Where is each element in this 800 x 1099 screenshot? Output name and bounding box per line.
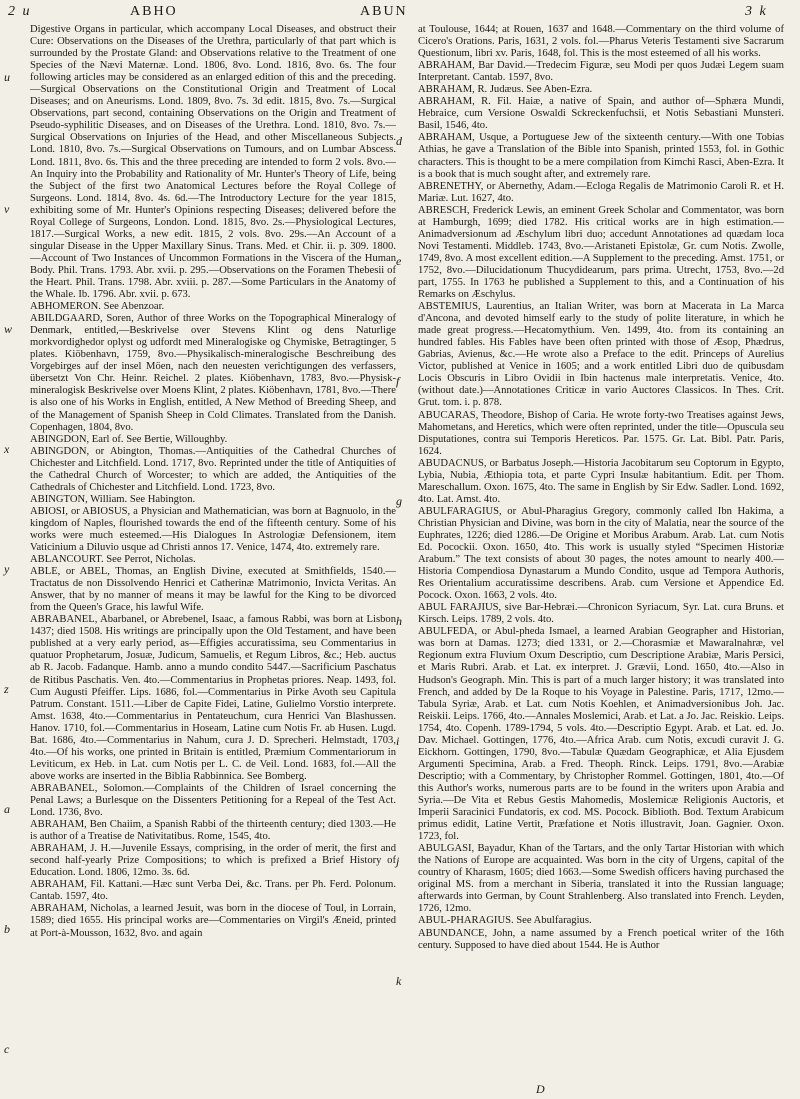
margin-letter: a (4, 802, 10, 816)
left-column (22, 24, 396, 1094)
margin-letter: g (396, 494, 402, 508)
entry: ABUDACNUS, or Barbatus Joseph.—Historia Jacobitarum seu Coptorum in Egypto, Lybia, Nubia, Æthiopia tota, et parte Cypri Insulæ habitantium. Edit. per Thom. Mareschallum. Oxon. 1675, 4to. The same in English by Sir Edw. Sadler. Lond. 1692, 4to. Lat. Amst. 4to. (418, 457, 784, 505)
entry: ABRABANEL, Abarbanel, or Abrebenel, Isaac, a famous Rabbi, was born at Lisbon 1437; died 1508. His writings are principally upon the Old Testament, and have been published at a very early period, as—Effigies accuratissima, seu Commentarius in quatuor Prophetarum, Josuæ, Judicum, Samuelis, et Regum Libros, &c.; Heb. auctus ab R. Jacob. Fadanque. Hamb. anno a mundo condito 5447.—Sacrificium Paschatus de Ritibus Paschatis. Ven. 4to.—Commentarius in Prophetas priores. Neap. 1493, fol. Cum Augusti Pfeiffer. Lips. 1686, fol.—Commentarius in Pirke Avoth seu Capitula Patrum. Constant. 1511.—Liber de Capite Fidei, Latine, Gulielmo Vorstio interprete. Amst. 1638, 4to.—Commentarius in Pentateuchum, cura Henrici Van Blashussen. Hanov. 1710, fol.—Commentarius in Hoseam, Latine cum Notis Fr. ab Husen. Lugd. Bat. 1686, 4to.—Commentarius in Nahum, cura J. D. Sprecheri. Helmstadt, 1703, 4to.—Of his works, one printed in Britain is entitled, Præmium Commentariorum in Leviticum, ex Heb. in Lat. cum Notis per L. C. de Veil. Lond. 1683, fol.—All the above works are inserted in the Biblia Rabbinnica. See Bomberg. (30, 614, 396, 782)
margin-letter: u (4, 70, 10, 84)
margin-letter: h (396, 614, 402, 628)
entry: ABIOSI, or ABIOSUS, a Physician and Mathematician, was born at Bagnuolo, in the kingdom of Naples, flourished towards the end of the fifteenth century. Some of his works were much esteemed.—His Dialogues In Astrologiæ Defensionem, item Vaticinium a Diluvio usque ad Christi annos 17. Venice, 1474, 4to. extremely rare. (30, 505, 396, 554)
entry: ABRAHAM, J. H.—Juvenile Essays, comprising, in the order of merit, the first and second half-yearly Prize Compositions; to which is prefixed a Brief History of Education. Lond. 1806, 12mo. 3s. 6d. (30, 843, 396, 879)
page-folio: 2 u (8, 4, 32, 19)
entry: at Toulouse, 1644; at Rouen, 1637 and 1648.—Commentary on the third volume of Cicero's Orations. Paris, 1631, 2 vols. fol.—Pharus Veteris Testamenti sive Sacrarum Questionum, libri xv. Paris, 1648, fol. This is the most esteemed of all his works. (418, 24, 784, 60)
entry: ABUCARAS, Theodore, Bishop of Caria. He wrote forty-two Treatises against Jews, Mahometans, and Heretics, which were often reprinted, under the title—Opuscula seu Disputationes, contra sui Temporis Hereticos. Par. 1575. Gr. Lat. Bibl. Patr. Paris, 1624. (418, 409, 784, 457)
entry: ABRAHAM, Bar David.—Tredecim Figuræ, seu Modi per quos Judæi Legem suam Interpretant. Cantab. 1597, 8vo. (418, 60, 784, 84)
margin-letter: z (4, 682, 9, 696)
margin-letter: i (396, 734, 400, 748)
gutter-margin-letters (394, 0, 408, 1099)
right-column (410, 24, 784, 1094)
entry: ABUL-PHARAGIUS. See Abulfaragius. (418, 915, 592, 927)
entry: ABRENETHY, or Abernethy, Adam.—Ecloga Regalis de Matrimonio Caroli R. et H. Mariæ. Lut. 1627, 4to. (418, 180, 784, 204)
entry: ABULFARAGIUS, or Abul-Pharagius Gregory, commonly called Ibn Hakima, a Christian Physician and Divine, was born in the city of Malatia, near the source of the Euphrates, 1226; died 1286.—De Origine et Moribus Arabum. Arab. Lat. cum Notis Ed. Pocockii. Oxon. 1650, 4to. This work is usually styled “Specimen Historiæ Arabum.” The text consists of about 30 pages, the notes amount to nearly 400.—Historia Compendiosa Dynastarum a Mundo Condito, usque ad Tempora Authoris, Res Orientalium accuratissime describens. Arab. cum Versione et Appendice Ed. Pocock. Oxon. 1663, 2 vols. 4to. (418, 505, 784, 602)
margin-letter: k (396, 974, 402, 988)
entry: ABULFEDA, or Abul-pheda Ismael, a learned Arabian Geographer and Historian, was born at Damas. 1273; died 1331, or 2.—Chorasmiæ et Mawaralnahræ, vel Regionum extra Fluvium Oxum Descriptio, cum Descriptione Arabiæ, Maris Persici, et Maris Rubri. Arab. et Lat. ex interpret. J. Grævii, Lond. 1650, 4to.—Also in Hudson's Geograph. Min. This is part of a much larger history; it was translated into French, and added by De la Roque to his Voyage in Palestine. Paris, 1717, 12mo.—Tabula Syriæ, Arab. et Lat. cum Notis Koehlen, et Animadversionibus Joh. Jac. Reiskii. Leips. 1766, 4to.—Annales Moslemici, Arab. et Lat. a Jo. Jac. Reiskio. Leips. 1754, 4to. Copenh. 1789-1794, 5 vols. 4to.—Descriptio Egypt. Arab. et Lat. ed. Jo. Dav. Michael. Gottingen, 1776, 4to.—Africa Arab. cum Notis, excudi curavit J. G. Eickhorn. Gottingen, 1790, 8vo.—Tabulæ Quædam Geographicæ, et Alia Ejusdem Argumenti Specimina, Arab. a Fred. Theoph. Rinck. Leips. 1791, 8vo.—Arabiæ Descriptio; with a Commentary, by Christopher Rommel. Gottingen, 1801, 4to.—Of this Author's works, numerous parts are to be found in the writers upon Arabia and Syria.—De Vita et Rebus Gestis Mahomedis, Moslemicæ Religionis Auctoris, et Imperii Saracinici Fundatoris, ex cod. MS. Pocock. Biblioth. Bod. Textum Arabicum primus edidit, Latine Vertit, Præfatione et Notis illustravit, Joan. Gagnier. Oxon. 1723, fol. (418, 626, 784, 843)
margin-letter: f (396, 374, 400, 388)
entry: ABSTEMIUS, Laurentius, an Italian Writer, was born at Macerata in La Marca d'Ancona, and devoted himself early to the study of polite literature, in which he made great progress.—Hecatomythium. Ven. 1499, 4to. from its containing an hundred fables. His Fables have been often printed with those of Æsop, Phædrus, Gabrias, Avienus, &c.—He wrote also a Preface to the edit. Princeps of Aurelius Victor, published at Venice in 1605; and a work entitled Libri duo de quibusdam Locis Obscuris in Libro Ovidii in Ibin hactenus male interpretatis. Venice, 4to. (without date.)—Annotationes Criticæ in vario Auctores Classicos. In Thes. Crit. Grut. tom. i. p. 878. (418, 301, 784, 409)
margin-letter: b (4, 922, 10, 936)
entry: ABRAHAM, Nicholas, a learned Jesuit, was born in the diocese of Toul, in Lorrain, 1589; died 1655. His principal works are—Commentaries on Virgil's Æneid, printed at Port-à-Mousson, 1632, 8vo. and again (30, 903, 396, 939)
entry: ABULGASI, Bayadur, Khan of the Tartars, and the only Tartar Historian with which the Nations of Europe are acquainted. Was born in the city of Urgens, capital of the country of Kharasm, 1605; died 1663.—Some Swedish officers having purchased the original MS. from a merchant in Siberia, translated it into the Russian language; afterwards into German, by Count Strahlenberg. Also translated into French. Leyden, 1726, 12mo. (418, 843, 784, 915)
margin-letter: v (4, 202, 10, 216)
entry: ABINGDON, Earl of. See Bertie, Willoughby. (30, 433, 228, 445)
margin-letter: y (4, 562, 10, 576)
entry: ABRABANEL, Solomon.—Complaints of the Children of Israel concerning the Penal Laws; a Burlesque on the Dissenters Petitioning for a Repeal of the Test Act. Lond. 1736, 8vo. (30, 782, 396, 819)
entry: ABLANCOURT. See Perrot, Nicholas. (30, 554, 196, 566)
margin-letter: e (396, 254, 402, 268)
entry: ABRAHAM, Fil. Kattani.—Hæc sunt Verba Dei, &c. Trans. per Ph. Ferd. Polonum. Cantab. 1597, 4to. (30, 879, 396, 903)
running-title-right: ABUN (360, 4, 408, 19)
margin-letter: d (396, 134, 402, 148)
entry: ABHOMERON. See Abenzoar. (30, 301, 165, 313)
entry: ABRESCH, Frederick Lewis, an eminent Greek Scholar and Commentator, was born at Hamburgh, 1699; died 1782. His critical works are in high estimation.—Animadversionum ad Æschylum libri duo; accedunt Annotationes ad quædam loca Novi Testamenti. Middleb. 1743, 8vo.—Aristaneti Epistolæ, Gr. cum Notis. Zwolle, 1749, 8vo. A most excellent edition.—A Supplement to the preceding. Amst. 1751, or 1752, 8vo.—Dilucidationum Thucydidearum, pars prima. Utrecht, 1753, 8vo.—2d part, 1755. In 1763 he published a Supplement to this, and a Continuation of his Remarks on Æschylus. (418, 204, 784, 301)
margin-letter: w (4, 322, 13, 336)
entry: ABRAHAM, R. Fil. Haiæ, a native of Spain, and author of—Sphæra Mundi, Hebraice, cum Versione Oswaldi Sckreckenfuchsii, et Notis Sebastiani Munsteri. Basil, 1546, 4to. (418, 96, 784, 132)
entry: ABUNDANCE, John, a name assumed by a French poetical writer of the 16th century. Supposed to have died about 1544. He is Author (418, 927, 784, 951)
margin-letter: x (4, 442, 10, 456)
left-margin-letters (0, 0, 18, 1099)
entry: ABINGTON, William. See Habington. (30, 493, 196, 505)
entry: ABUL FARAJIUS, sive Bar-Hebræi.—Chronicon Syriacum, Syr. Lat. cura Bruns. et Kirsch. Leips. 1789, 2 vols. 4to. (418, 602, 784, 626)
entry: Digestive Organs in particular, which accompany Local Diseases, and obstruct their Cure: Observations on the Diseases of the Urethra, particularly of that part which is surrounded by the Prostate Gland: and Observations relative to the Treatment of one Species of the Nævi Maternæ. Lond. 1806, 8vo. Lond. 1816, 8vo. 6s. The four following articles may be considered as an enlarged edition of this and the preceding.—Surgical Observations on the Constitutional Origin and Treatment of Local Diseases; and on Aneurisms. Lond. 1809, 8vo. 7s. 3d edit. 1815, 8vo. 7s.—Surgical Observations, part second, containing Observations on the Origin and Treatment of Pseudo-syphilitic Diseases, and on Diseases of the Urethra. Lond. 1810, 8vo. 7s.—Surgical Observations on Injuries of the Head, and other Miscellaneous Subjects. Lond. 1810, 8vo. 7s.—Surgical Observations on Tumours, and on Lumbar Abscess. Lond. 1811, 8vo. 6s. This and the three preceding are intended to form 2 vols. 8vo.—An Inquiry into the Probability and Rationality of Mr. Hunter's Theory of Life, being the Subject of the first two Anatomical Lectures before the Royal College of Surgeons. Lond. 1814, 8vo. 4s. 6d.—The Introductory Lecture for the year 1815, exhibiting some of Mr. Hunter's Opinions respecting Diseases; delivered before the Royal College of Surgeons, London. Lond. 1815, 8vo. 2s.—Physiological Lectures, 1817.—Surgical Works, a new edit. 1815, 2 vols. 8vo. 29s.—An Account of a singular Disease in the Upper Maxillary Sinus. Trans. Med. et Chir. ii. p. 309. 1800.—Account of Two Instances of Uncommon Formations in the Viscera of the Human Body. Phil. Trans. 1793. Abr. xvii. p. 295.—Observations on the Foramen Thebesii of the Heart. Phil. Trans. 1798. Abr. xviii. p. 287.—Some Particulars in the Anatomy of the Whale. Ib. 1796. Abr. xvii. p. 673. (30, 24, 396, 301)
entry: ABLE, or ABEL, Thomas, an English Divine, executed at Smithfields, 1540.—Tractatus de non Dissolvendo Henrici et Catherinæ Matrimonio, Invicta Veritas. An Answer, that by no manner of means it may be lawful for the King to be divorced from the Queen's Grace, his lawful Wife. (30, 566, 396, 614)
entry: ABINGDON, or Abington, Thomas.—Antiquities of the Cathedral Churches of Chichester and Litchfield. Lond. 1717, 8vo. Reprinted under the title of Antiquities of the Cathedral Church of Worcester; to which are added, the Antiquities of the Cathedrals of Chichester and Litchfield. Lond. 1723, 8vo. (30, 445, 396, 493)
entry: ABRAHAM, Ben Chaiim, a Spanish Rabbi of the thirteenth century; died 1303.—He is author of a Treatise de Nativitatibus. Rome, 1545, 4to. (30, 819, 396, 843)
entry: ABRAHAM, R. Judæus. See Aben-Ezra. (418, 84, 593, 96)
margin-letter: c (4, 1042, 10, 1056)
entry: ABRAHAM, Usque, a Portuguese Jew of the sixteenth century.—With one Tobias Athias, he gave a Translation of the Bible into Spanish, printed 1553, fol. in Gothic characters. This is thought to be a mere compilation from Kimchi Rasci, Aben-Ezra. It is a book that is much sought after, and extremely rare. (418, 132, 784, 180)
entry: ABILDGAARD, Soren, Author of three Works on the Topographical Mineralogy of Denmark, entitled,—Beskrivelse over Stevens Klint og dens Naturlige morkvordighedor oplyst og udfordt med Mineralogiske og Chymiske, Betragtinger, 5 plates. Kiöbenhavn, 1759, 8vo.—Physikalisch-mineralogische Beschreibung des Vorgebirges auf der insel Möen, nach den neuesten verichtigungen des verfassers, übersetzt Von Chr. Heinr. Reichel. 2 plates. Kiöbenhavn, 1783, 8vo.—Physisk-mineralogisk Beskrivelse over Moens Klint, 2 plates. Kiöbenhavn, 1781, 8vo.—There is also one of his Works in English, entitled, A New Method of Breeding Sheep, and of the Management of Spanish Sheep in Cold Climates. Translated from the Danish. Copenhagen, 1804, 8vo. (30, 313, 396, 433)
margin-letter: j (396, 854, 400, 868)
running-title-left: ABHO (130, 4, 178, 19)
printer-signature: D (536, 1082, 545, 1096)
signature-mark: 3 k (745, 4, 768, 19)
